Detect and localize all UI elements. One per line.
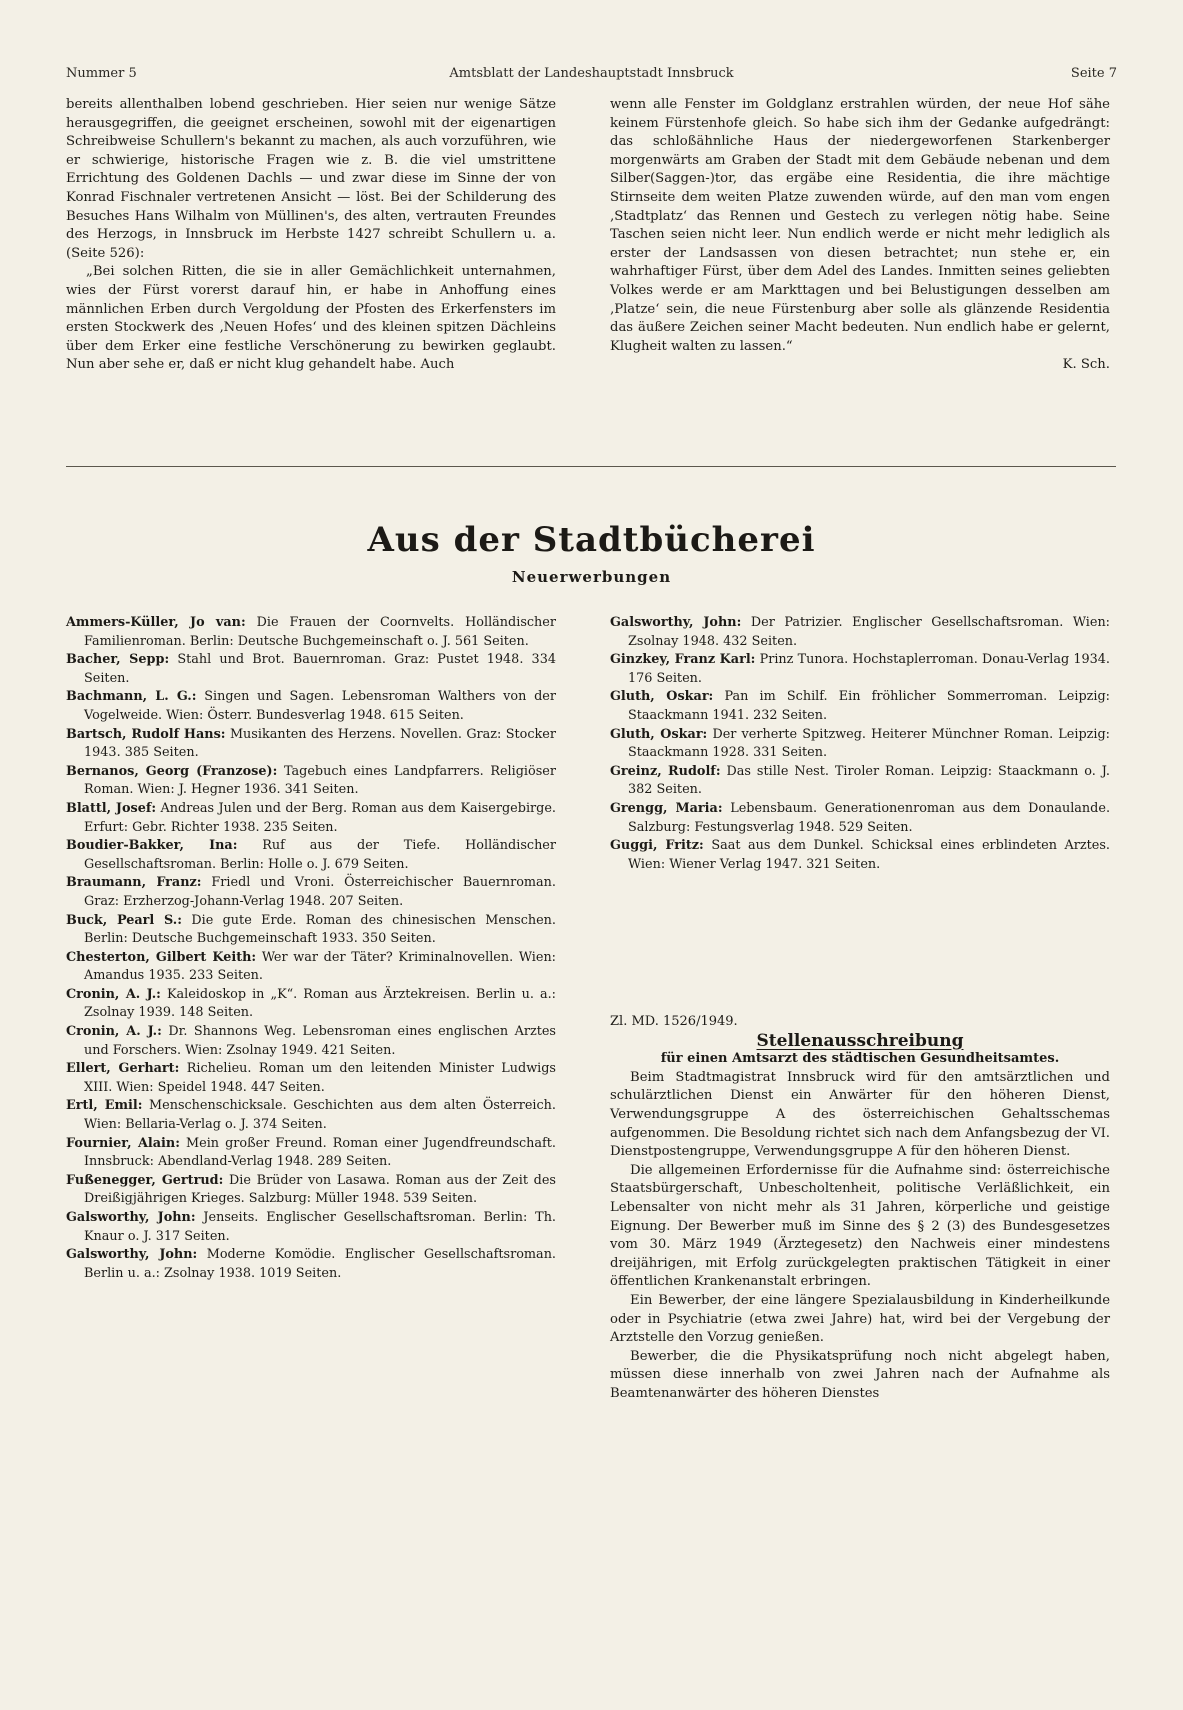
book-author: Grengg, Maria: — [610, 800, 723, 816]
book-entry — [66, 912, 556, 949]
book-author: Boudier-Bakker, Ina: — [66, 838, 238, 854]
book-author: Galsworthy, John: — [66, 1210, 196, 1225]
author-signature: K. Sch. — [1062, 357, 1110, 373]
book-author: Cronin, A. J.: — [66, 1024, 162, 1040]
book-author: Fournier, Alain: — [66, 1135, 180, 1151]
book-entry — [66, 1246, 556, 1283]
book-details: Richelieu. Roman um den leitenden Minister Ludwigs XIII. Wien: Speidel 1948. 447 Seiten. — [84, 1061, 557, 1095]
book-details: Der verherte Spitzweg. Heiterer Münchner Roman. Leipzig: Staackmann 1928. 331 Seiten. — [628, 726, 1110, 761]
article-paragraph: bereits allenthalben lobend geschrieben. Hier seien nur wenige Sätze herausgegriffen, die geeignet erscheinen, sowohl mit der eigenartigen Schreibweise Schullern's bekannt zu machen, als auch vorzuführen, wie er schwierige, historische Fragen wie z. B. die viel umstrittene Errichtung des Goldenen Dachls — und zwar diese im Sinne der von Konrad Fischnaler vertretenen Ansicht — löst. Bei der Schilderung des Besuches Hans Wilhalm von Müllinen's, des alten, vertrauten Freundes des Herzogs, in Innsbruck im Herbste 1427 schreibt Schullern u. a. (Seite 526): — [66, 97, 556, 261]
book-entry — [66, 1060, 556, 1097]
article-quote: „Bei solchen Ritten, die sie in aller Gemächlichkeit unternahmen, wies der Fürst vorerst darauf hin, er habe in Anhoffung eines männlichen Erben durch Vergoldung der Pfosten des Erkerfensters im ersten Stockwerk des ‚Neuen Hofes‘ und des kleinen spitzen Dächleins über dem Erker eine festliche Verschönerung zu bewirken geglaubt. Nun aber sehe er, daß er nicht klug gehandelt habe. Auch — [66, 264, 556, 373]
book-author: Guggi, Fritz: — [610, 838, 704, 854]
book-author: Ellert, Gerhart: — [66, 1061, 180, 1077]
book-details: Lebensbaum. Generationenroman aus dem Donaulande. Salzburg: Festungsverlag 1948. 529 Seiten. — [628, 800, 1111, 835]
job-posting — [610, 1013, 1110, 1403]
book-details: Die gute Erde. Roman des chinesischen Menschen. Berlin: Deutsche Buchgemeinschaft 1933. 350 Seiten. — [84, 912, 556, 947]
article-paragraph: wenn alle Fenster im Goldglanz erstrahlen würden, der neue Hof sähe keinem Fürstenhofe gleich. So habe sich ihm der Gedanke aufgedrängt: das schloßähnliche Haus der niedergeworfenen Starkenberger morgenwärts am Graben der Stadt mit dem Gebäude nebenan und dem Silber(Saggen-)tor, das ergäbe eine Residentia, die ihre mächtige Stirnseite dem weiten Platze zuwenden würde, auf den man vom engen ‚Stadtplatz‘ das Rennen und Gestech zu verlegen nötig habe. Seine Taschen seien nicht leer. Nun endlich werde er nicht mehr lediglich als erster der Landsassen von diesen betrachtet; nun stehe er, ein wahrhaftiger Fürst, über dem Adel des Landes. Inmitten seines geliebten Volkes werde er am Markttagen und bei Belustigungen desselben am ‚Platze‘ sein, die neue Fürstenburg aber solle als glänzende Residentia das äußere Zeichen seiner Macht bedeuten. Nun endlich habe er gelernt, Klugheit walten zu lassen.“ — [610, 97, 1110, 354]
book-entry — [66, 1135, 556, 1172]
book-author: Buck, Pearl S.: — [66, 912, 182, 928]
book-details: Ruf aus der Tiefe. Holländischer Gesellschaftsroman. Berlin: Holle o. J. 679 Seiten. — [84, 838, 556, 872]
book-author: Bartsch, Rudolf Hans: — [66, 726, 226, 742]
book-entry — [66, 688, 556, 725]
book-details: Saat aus dem Dunkel. Schicksal eines erblindeten Arztes. Wien: Wiener Verlag 1947. 321 Seiten. — [628, 838, 1110, 872]
book-author: Galsworthy, John: — [66, 1247, 198, 1263]
book-author: Ertl, Emil: — [66, 1098, 143, 1114]
book-details: Wer war der Täter? Kriminalnovellen. Wien: Amandus 1935. 233 Seiten. — [84, 949, 556, 984]
book-author: Gluth, Oskar: — [610, 726, 708, 742]
book-entry — [66, 614, 556, 651]
page-number: Seite 7 — [1070, 66, 1117, 81]
book-author: Greinz, Rudolf: — [610, 763, 721, 779]
book-entry — [66, 986, 556, 1023]
book-entry — [66, 1172, 556, 1209]
book-author: Braumann, Franz: — [66, 875, 202, 891]
book-list-right — [610, 614, 1110, 874]
book-details: Moderne Komödie. Englischer Gesellschaftsroman. Berlin u. a.: Zsolnay 1938. 1019 Seiten. — [84, 1247, 556, 1281]
book-author: Galsworthy, John: — [610, 615, 742, 630]
book-entry — [66, 874, 556, 911]
book-entry — [66, 949, 556, 986]
book-details: Die Brüder von Lasawa. Roman aus der Zeit des Dreißigjährigen Krieges. Salzburg: Müller 1948. 539 Seiten. — [84, 1172, 556, 1207]
book-entry — [66, 1097, 556, 1134]
book-details: Die Frauen der Coornvelts. Holländischer Familienroman. Berlin: Deutsche Buchgemeinschaft o. J. 561 Seiten. — [84, 615, 556, 649]
book-details: Kaleidoskop in „K“. Roman aus Ärztekreisen. Berlin u. a.: Zsolnay 1939. 148 Seiten. — [84, 986, 556, 1021]
book-entry — [66, 651, 556, 688]
book-entry — [66, 800, 556, 837]
section-subtitle: Neuerwerbungen — [511, 568, 672, 586]
book-author: Bernanos, Georg (Franzose): — [66, 763, 278, 779]
book-entry — [610, 800, 1110, 837]
book-entry — [610, 837, 1110, 874]
job-paragraph: Beim Stadtmagistrat Innsbruck wird für den amtsärztlichen und schulärztlichen Dienst ein Anwärter für den höheren Dienst, Verwendungsgruppe A des österreichischen Gehaltsschemas aufgenommen. Die Besoldung richtet sich nach dem Anfangsbezug der VI. Dienstpostengruppe, Verwendungsgruppe A für den höheren Dienst. — [610, 1069, 1110, 1160]
book-details: Dr. Shannons Weg. Lebensroman eines englischen Arztes und Forschers. Wien: Zsolnay 1949. 421 Seiten. — [84, 1024, 556, 1058]
book-entry — [610, 614, 1110, 651]
publication-title: Amtsblatt der Landeshauptstadt Innsbruck — [449, 66, 734, 81]
book-details: Menschenschicksale. Geschichten aus dem alten Österreich. Wien: Bellaria-Verlag o. J. 374 Seiten. — [84, 1098, 556, 1133]
book-details: Musikanten des Herzens. Novellen. Graz: Stocker 1943. 385 Seiten. — [84, 726, 556, 761]
book-entry — [610, 651, 1110, 688]
book-entry — [66, 1023, 556, 1060]
book-author: Ammers-Küller, Jo van: — [66, 615, 246, 630]
book-details: Singen und Sagen. Lebensroman Walthers von der Vogelweide. Wien: Österr. Bundesverlag 1948. 615 Seiten. — [84, 689, 556, 723]
book-author: Blattl, Josef: — [66, 800, 157, 816]
previous-article-left-column — [66, 96, 556, 375]
page-header — [66, 66, 1117, 88]
book-author: Gluth, Oskar: — [610, 689, 714, 705]
book-details: Stahl und Brot. Bauernroman. Graz: Pustet 1948. 334 Seiten. — [84, 652, 556, 686]
job-paragraph: Ein Bewerber, der eine längere Spezialausbildung in Kinderheilkunde oder in Psychiatrie (etwa zwei Jahre) hat, wird bei der Vergebung der Arztstelle den Vorzug genießen. — [610, 1292, 1110, 1346]
book-author: Bacher, Sepp: — [66, 652, 170, 668]
job-paragraph: Die allgemeinen Erfordernisse für die Aufnahme sind: österreichische Staatsbürgerschaft, Unbescholtenheit, politische Verläßlichkeit, ein Lebensalter von nicht mehr als 31 Jahren, körperliche und geistige Eignung. Der Bewerber muß im Sinne des § 2 (3) des Bundesgesetzes vom 30. März 1949 (Ärztegesetz) den Nachweis einer mindestens dreijährigen, mit Erfolg zurückgelegten praktischen Tätigkeit in einer öffentlichen Krankenanstalt erbringen. — [610, 1162, 1110, 1290]
issue-number: Nummer 5 — [66, 66, 137, 81]
book-author: Bachmann, L. G.: — [66, 689, 197, 705]
book-author: Ginzkey, Franz Karl: — [610, 652, 756, 668]
book-author: Cronin, A. J.: — [66, 986, 161, 1002]
book-entry — [610, 688, 1110, 725]
job-subtitle: für einen Amtsarzt des städtischen Gesundheitsamtes. — [660, 1051, 1060, 1067]
job-reference: Zl. MD. 1526/1949. — [610, 1014, 738, 1029]
book-details: Tagebuch eines Landpfarrers. Religiöser Roman. Wien: J. Hegner 1936. 341 Seiten. — [84, 763, 556, 798]
book-author: Fußenegger, Gertrud: — [66, 1172, 224, 1188]
book-entry — [66, 1209, 556, 1246]
section-divider — [66, 466, 1116, 467]
book-details: Mein großer Freund. Roman einer Jugendfreundschaft. Innsbruck: Abendland-Verlag 1948. 289 Seiten. — [84, 1135, 556, 1170]
job-paragraph: Bewerber, die die Physikatsprüfung noch nicht abgelegt haben, müssen diese innerhalb von zwei Jahren nach der Aufnahme als Beamtenanwärter des höheren Dienstes — [610, 1348, 1110, 1401]
book-details: Prinz Tunora. Hochstaplerroman. Donau-Verlag 1934. 176 Seiten. — [628, 652, 1110, 686]
book-entry — [610, 726, 1110, 763]
book-entry — [66, 726, 556, 763]
previous-article-right-column — [610, 96, 1110, 375]
book-details: Friedl und Vroni. Österreichischer Bauernroman. Graz: Erzherzog-Johann-Verlag 1948. 207 Seiten. — [84, 875, 556, 909]
job-title: Stellenausschreibung — [756, 1030, 964, 1051]
book-details: Jenseits. Englischer Gesellschaftsroman. Berlin: Th. Knaur o. J. 317 Seiten. — [84, 1210, 557, 1244]
book-details: Der Patrizier. Englischer Gesellschaftsroman. Wien: Zsolnay 1948. 432 Seiten. — [628, 615, 1110, 649]
book-details: Andreas Julen und der Berg. Roman aus dem Kaisergebirge. Erfurt: Gebr. Richter 1938. 235 Seiten. — [84, 800, 556, 835]
book-entry — [66, 837, 556, 874]
book-list-left — [66, 614, 556, 1283]
section-title: Aus der Stadtbücherei — [367, 520, 816, 560]
book-entry — [66, 763, 556, 800]
book-details: Pan im Schilf. Ein fröhlicher Sommerroman. Leipzig: Staackmann 1941. 232 Seiten. — [628, 689, 1110, 723]
book-details: Das stille Nest. Tiroler Roman. Leipzig: Staackmann o. J. 382 Seiten. — [628, 763, 1110, 798]
book-entry — [610, 763, 1110, 800]
book-author: Chesterton, Gilbert Keith: — [66, 949, 257, 965]
